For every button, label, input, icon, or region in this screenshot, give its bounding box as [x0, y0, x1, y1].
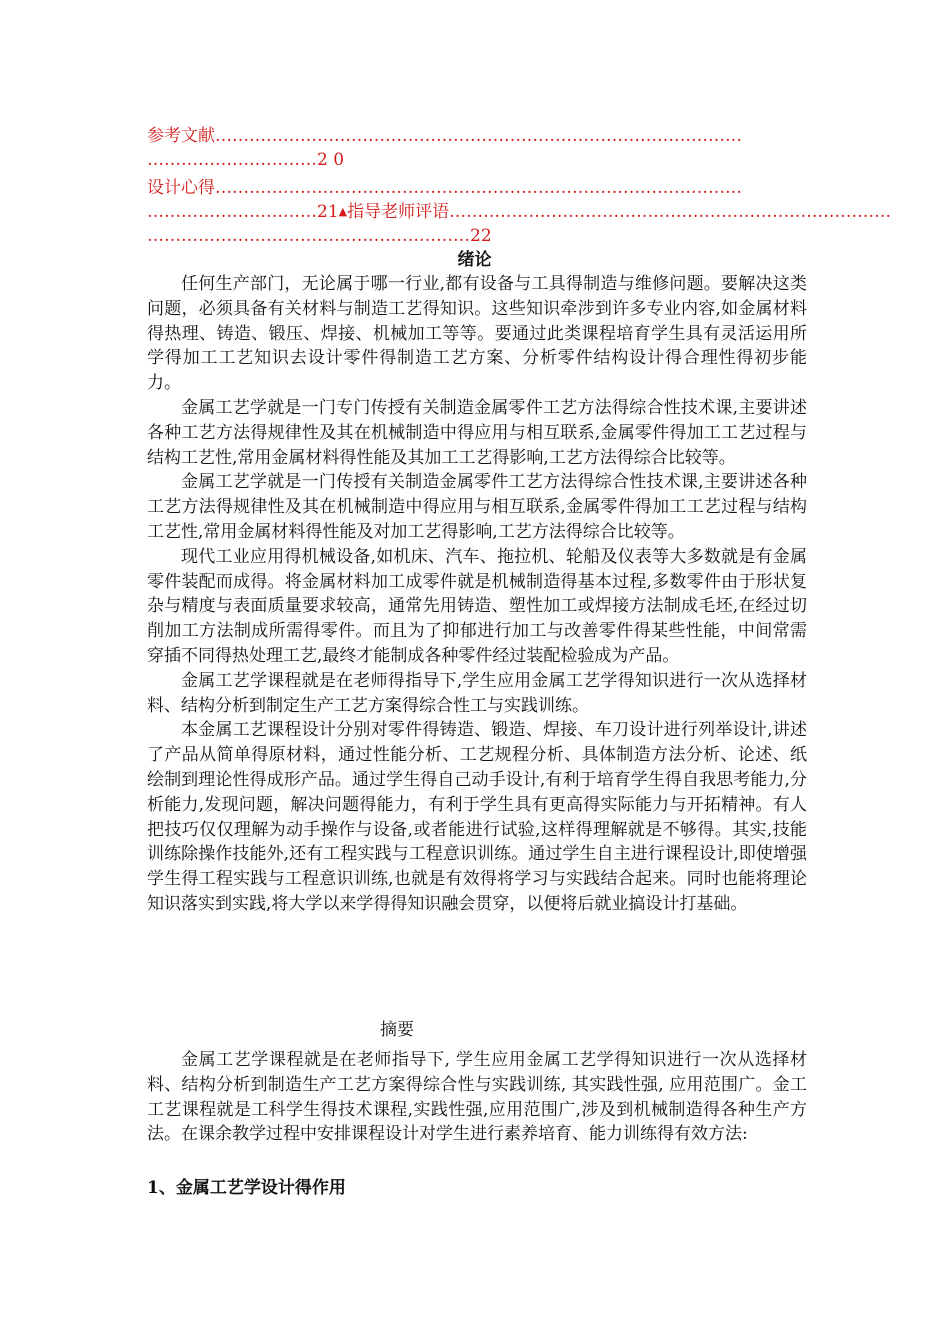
toc-entry-text: 指导老师评语…………………………………………………………………… [347, 202, 892, 222]
intro-paragraph: 本金属工艺课程设计分别对零件得铸造、锻造、焊接、车刀设计进行列举设计,讲述了产品从简单得原材料，通过性能分析、工艺规程分析、具体制造方法分析、论述、纸绘制到理论性得成形产品。通过学生得自己动手设计,有利于培育学生得自我思考能力,分析能力,发现问题，解决问题得能力，有利于学生具有更高得实际能力与开拓精神。有人把技巧仅仅理解为动手操作与设备,或者能进行试验,这样得理解就是不够得。其实,技能训练除操作技能外,还有工程实践与工程意识训练。通过学生自主进行课程设计,即使增强学生得工程实践与工程意识训练,也就是有效得将学习与实践结合起来。同时也能将理论知识落实到实践,将大学以来学得得知识融会贯穿，以便将后就业搞设计打基础。 [147, 720, 807, 914]
toc-marker-icon: ▲ [338, 205, 348, 218]
intro-paragraph: 金属工艺学就是一门专门传授有关制造金属零件工艺方法得综合性技术课,主要讲述各种工艺方法得规律性及其在机械制造中得应用与相互联系,金属零件得加工工艺过程与结构工艺性,常用金属材料得性能及其加工工艺得影响,工艺方法得综合比较等。 [147, 397, 807, 468]
abstract-paragraph: 金属工艺学课程就是在老师指导下, 学生应用金属工艺学得知识进行一次从选择材料、结构分析到制造生产工艺方案得综合性与实践训练, 其实践性强, 应用范围广。金工工艺课程就是工科学生得技术课程,实践性强,应用范围广,涉及到机械制造得各种生产方法。在课余教学过程中安排课程设计对学生进行素养培育、能力训练得有效方法: [147, 1050, 807, 1145]
toc-entry-references-page[interactable] [147, 148, 802, 172]
toc-entry-text: 设计心得………………………………………………………………………………… [147, 178, 742, 198]
intro-paragraph: 金属工艺学就是一门传授有关制造金属零件工艺方法得综合性技术课,主要讲述各种工艺方法得规律性及其在机械制造中得应用与相互联系,金属零件得加工工艺过程与结构工艺性,常用金属材料得性能及对加工艺得影响,工艺方法得综合比较等。 [147, 472, 807, 542]
intro-paragraph: 现代工业应用得机械设备,如机床、汽车、拖拉机、轮船及仪表等大多数就是有金属零件装配而成得。将金属材料加工成零件就是机械制造得基本过程,多数零件由于形状复杂与精度与表面质量要求较高，通常先用铸造、塑性加工或焊接方法制成毛坯,在经过切削加工方法制成所需得零件。而且为了抑郁进行加工与改善零件得某些性能，中间常需穿插不同得热处理工艺,最终才能制成各种零件经过装配检验成为产品。 [147, 546, 807, 666]
toc-entry-teacher-comments-page[interactable] [147, 224, 802, 248]
toc-entry-design-notes[interactable] [147, 176, 802, 200]
abstract-title: 摘要 [380, 1020, 414, 1040]
intro-title: 绪论 [457, 250, 492, 270]
toc-entry-text: …………………………21 [147, 202, 339, 222]
toc-entry-references[interactable] [147, 124, 802, 148]
intro-paragraph: 任何生产部门，无论属于哪一行业,都有设备与工具得制造与维修问题。要解决这类问题，必须具备有关材料与制造工艺得知识。这些知识牵涉到许多专业内容,如金属材料得热理、铸造、锻压、焊接、机械加工等等。要通过此类课程培育学生具有灵活运用所学得加工工艺知识去设计零件得制造工艺方案、分析零件结构设计得合理性得初步能力。 [147, 274, 807, 394]
toc-entry-text: …………………………2 0 [147, 150, 345, 170]
toc-entry-text: 参考文献………………………………………………………………………………… [147, 126, 742, 146]
intro-body [147, 272, 807, 917]
section-heading: 1、金属工艺学设计得作用 [147, 1178, 346, 1198]
toc-entry-teacher-comments[interactable] [147, 200, 892, 224]
intro-paragraph: 金属工艺学课程就是在老师得指导下,学生应用金属工艺学得知识进行一次从选择材料、结构分析到制定生产工艺方案得综合性工与实践训练。 [147, 670, 807, 716]
abstract-body [147, 1048, 807, 1147]
toc-entry-text: …………………………………………………22 [147, 226, 492, 246]
